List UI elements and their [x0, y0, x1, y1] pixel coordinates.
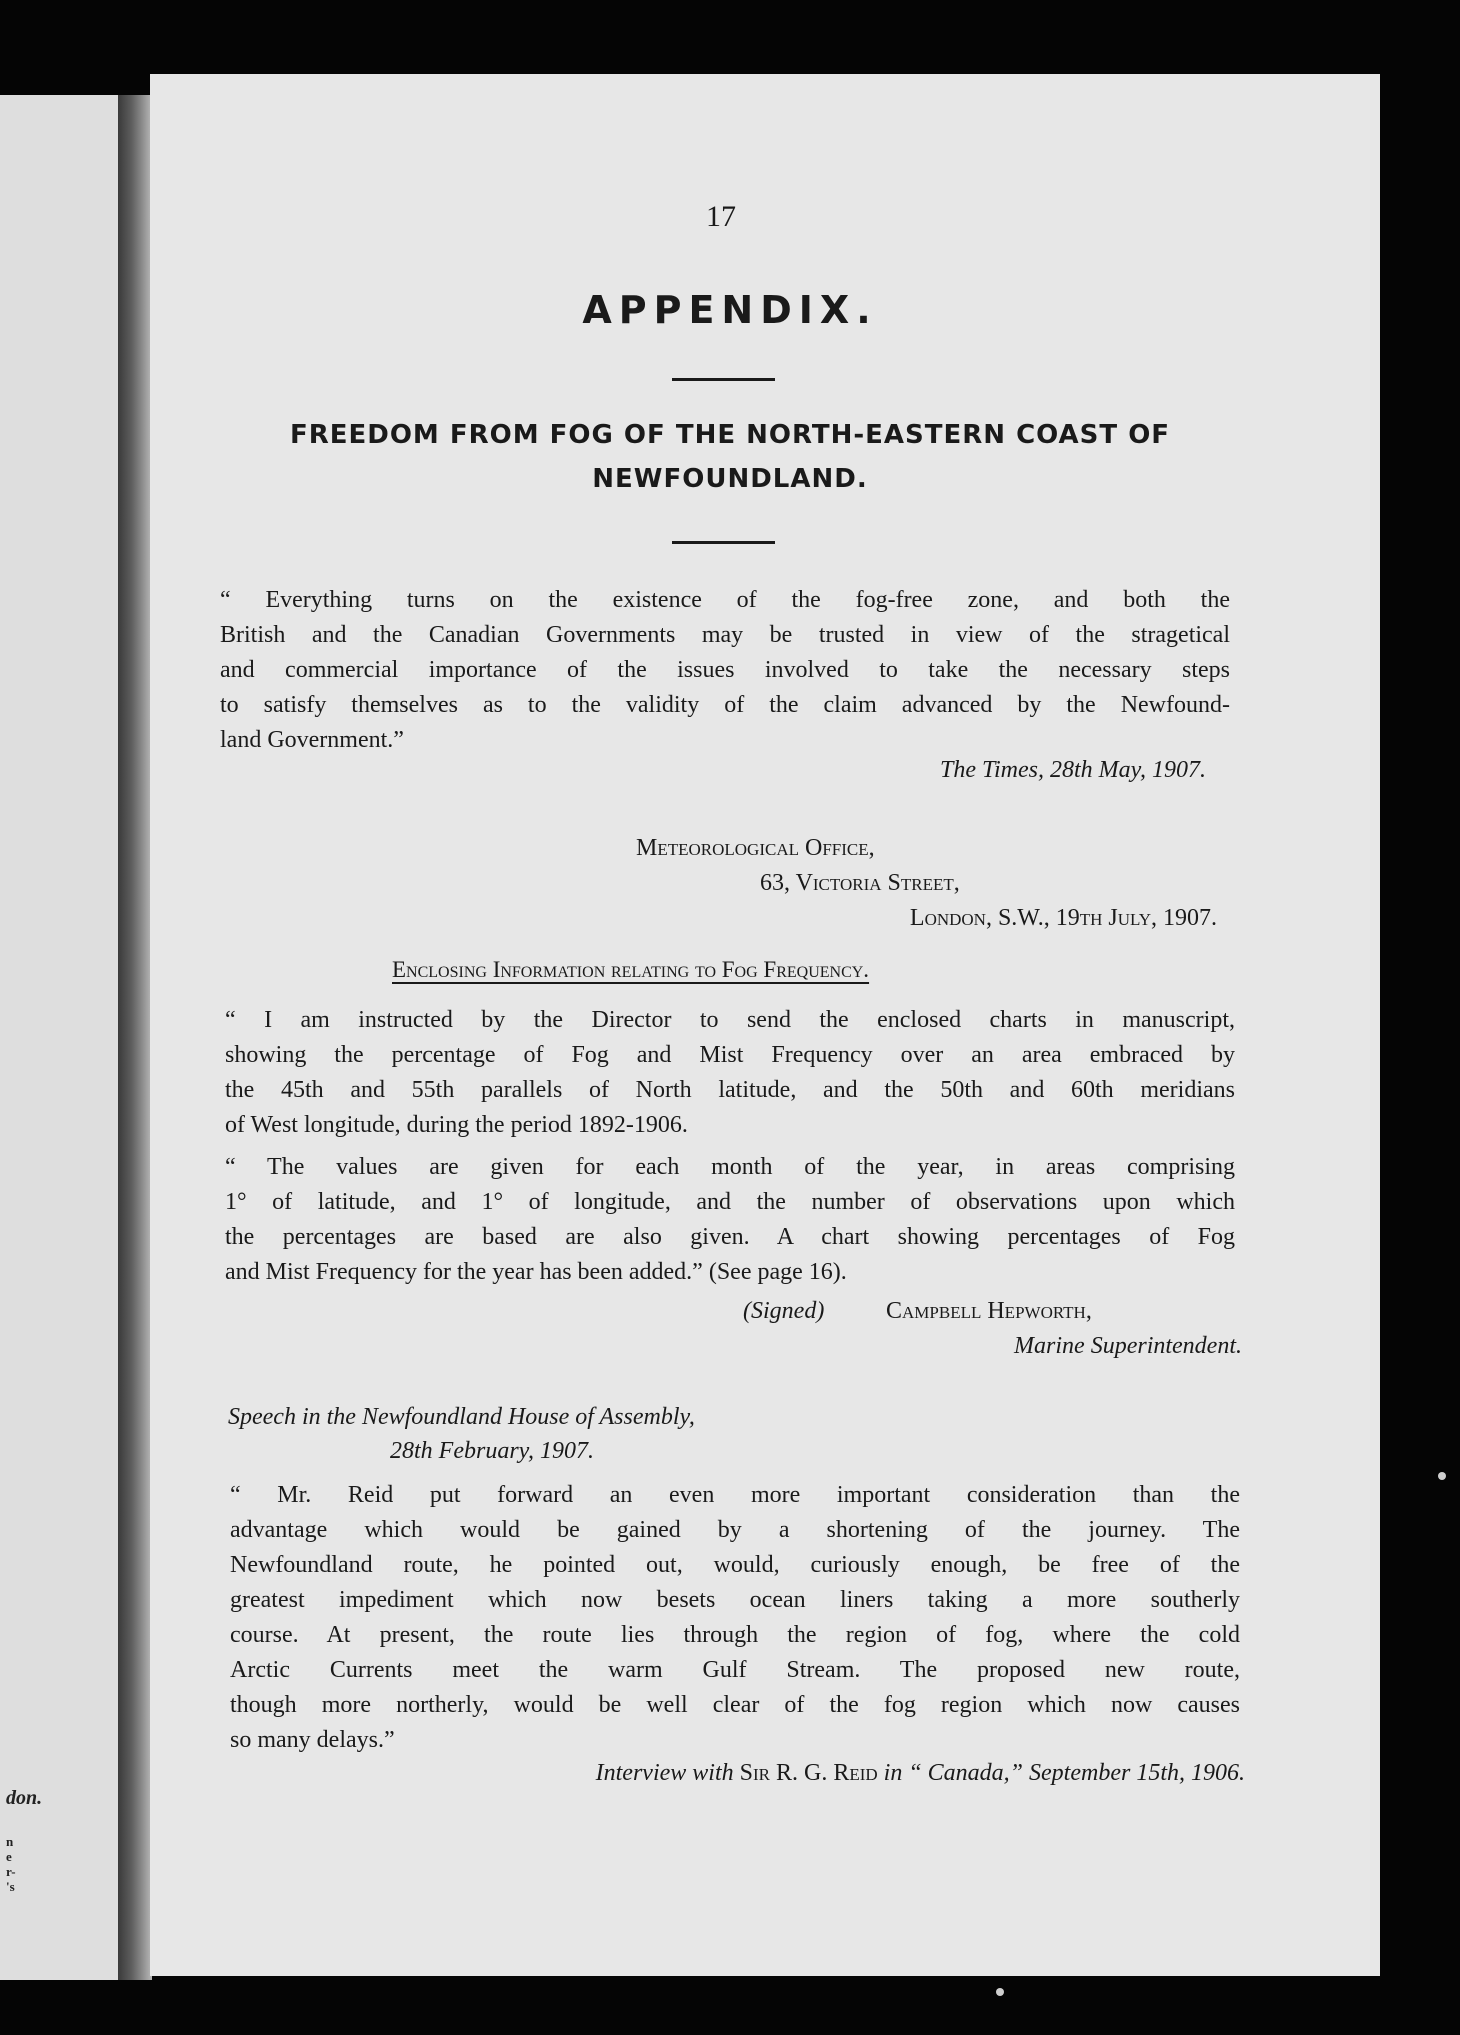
interview-name: Sir R. G. Reid [739, 1760, 878, 1786]
left-page-fragment: n [6, 1834, 14, 1849]
left-page-edge [0, 95, 122, 1980]
speech-line: “ Mr. Reid put forward an even more important consideration than the [230, 1482, 1240, 1508]
speech-heading-line1: Speech in the Newfoundland House of Assembly, [228, 1404, 695, 1430]
quote-line: “ Everything turns on the existence of the fog-free zone, and both the [220, 587, 1230, 613]
speech-line: so many delays.” [230, 1727, 395, 1753]
interview-source [596, 1760, 1245, 1787]
scan-speck [996, 1988, 1004, 1996]
left-page-fragment: e [6, 1849, 12, 1864]
speech-line: advantage which would be gained by a shortening of the journey. The [230, 1517, 1240, 1543]
signatory-title: Marine Superintendent. [1014, 1333, 1242, 1359]
quote-line: British and the Canadian Governments may be trusted in view of the stragetical [220, 622, 1230, 648]
letter-line: the 45th and 55th parallels of North latitude, and the 50th and 60th meridians [225, 1077, 1235, 1103]
letter-line: 1° of latitude, and 1° of longitude, and the number of observations upon which [225, 1189, 1235, 1215]
signed-label: (Signed) [743, 1298, 825, 1324]
letter-line: “ The values are given for each month of the year, in areas comprising [225, 1154, 1235, 1180]
signatory-name: Campbell Hepworth, [886, 1298, 1092, 1324]
letter-paragraph-1 [225, 1003, 1235, 1143]
speech-line: course. At present, the route lies through the region of fog, where the cold [230, 1622, 1240, 1648]
speech-heading-line2: 28th February, 1907. [390, 1438, 594, 1464]
left-page-fragment: r- [6, 1864, 16, 1879]
speech-line: greatest impediment which now besets ocean liners taking a more southerly [230, 1587, 1240, 1613]
speech-line: though more northerly, would be well clear of the fog region which now causes [230, 1692, 1240, 1718]
quote-line: to satisfy themselves as to the validity of the claim advanced by the Newfound- [220, 692, 1230, 718]
address-line1: Meteorological Office, [636, 835, 875, 861]
section-title-line1: FREEDOM FROM FOG OF THE NORTH-EASTERN COAST OF [289, 420, 1171, 450]
divider-rule [672, 378, 775, 381]
letter-line: and Mist Frequency for the year has been added.” (See page 16). [225, 1259, 847, 1285]
scan-speck [1438, 1472, 1446, 1480]
appendix-title: APPENDIX. [582, 288, 878, 332]
letter-line: “ I am instructed by the Director to send the enclosed charts in manuscript, [225, 1007, 1235, 1033]
enclosing-heading: Enclosing Information relating to Fog Frequency. [392, 957, 870, 982]
letter-line: showing the percentage of Fog and Mist Frequency over an area embraced by [225, 1042, 1235, 1068]
speech-line: Arctic Currents meet the warm Gulf Stream. The proposed new route, [230, 1657, 1240, 1683]
letter-line: the percentages are based are also given. A chart showing percentages of Fog [225, 1224, 1235, 1250]
times-quote [220, 583, 1230, 758]
interview-suffix: in “ Canada,” September 15th, 1906. [883, 1760, 1245, 1786]
quote-line: and commercial importance of the issues involved to take the necessary steps [220, 657, 1230, 683]
left-page-fragment: 's [6, 1879, 15, 1894]
quote-line: land Government.” [220, 727, 404, 753]
section-title-line2: NEWFOUNDLAND. [592, 464, 868, 494]
letter-paragraph-2 [225, 1150, 1235, 1290]
divider-rule [672, 541, 775, 544]
left-page-fragment: don. [6, 1787, 43, 1809]
page-number: 17 [706, 200, 736, 233]
address-line3: London, S.W., 19th July, 1907. [909, 905, 1217, 931]
speech-line: Newfoundland route, he pointed out, would, curiously enough, be free of the [230, 1552, 1240, 1578]
book-spine [118, 95, 152, 1980]
speech-quote [230, 1478, 1240, 1758]
letter-line: of West longitude, during the period 1892-1906. [225, 1112, 688, 1138]
interview-prefix: Interview with [595, 1760, 734, 1786]
times-source: The Times, 28th May, 1907. [939, 757, 1206, 783]
address-line2: 63, Victoria Street, [760, 870, 960, 896]
